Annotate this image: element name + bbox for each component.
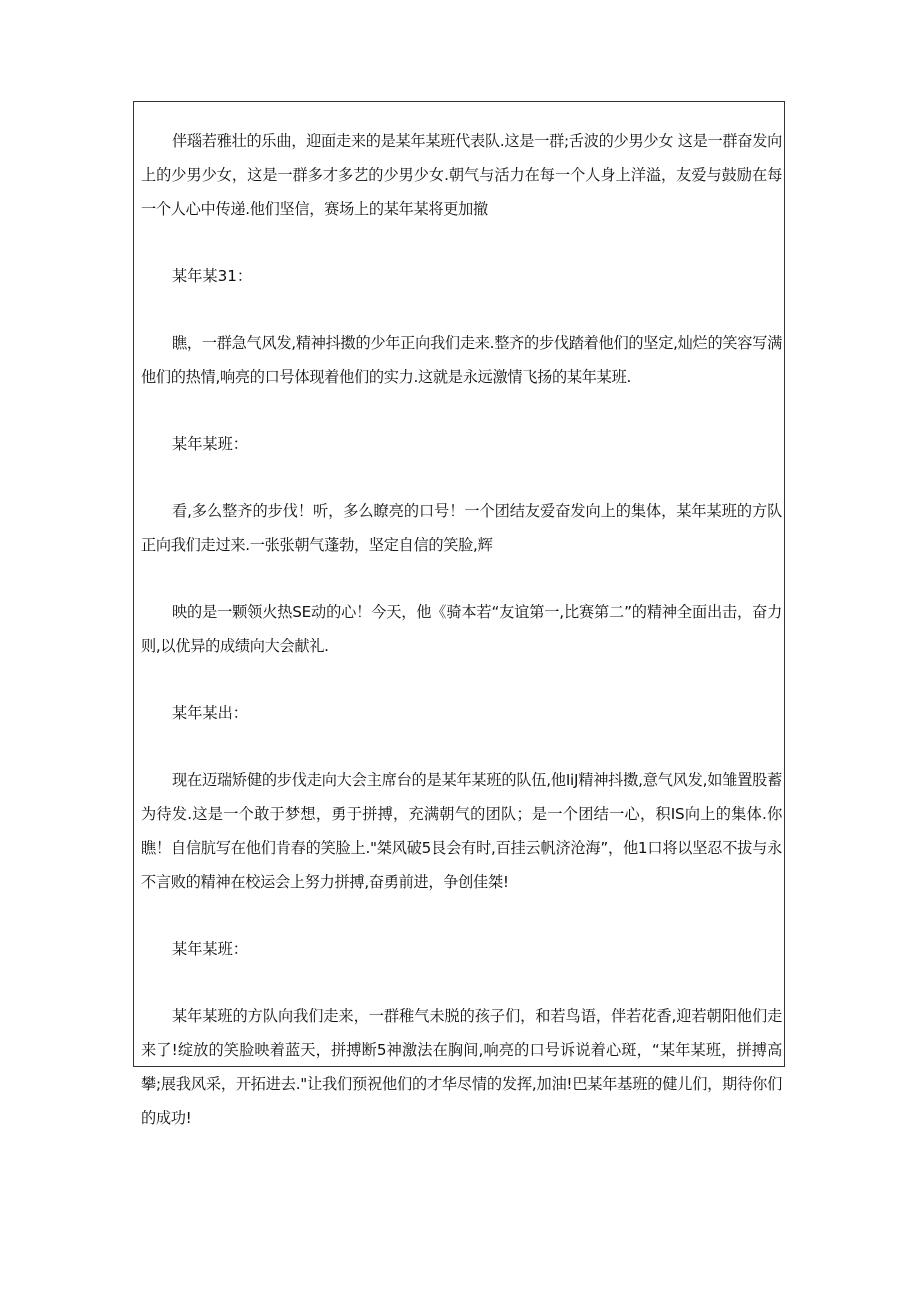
spacer [141, 562, 782, 595]
paragraph-2: 瞧，一群急气风发,精神抖擞的少年正向我们走来.整齐的步伐踏着他们的坚定,灿烂的笑容写满他们的热情,响亮的口号体现着他们的实力.这就是永远激情飞扬的某年某班. [141, 334, 782, 386]
section-heading-1: 某年某31： [172, 267, 253, 285]
section-heading-4: 某年某班： [172, 940, 248, 958]
paragraph-3: 看,多么整齐的步伐！听，多么瞭亮的口号！一个团结友爱奋发向上的集体，某年某班的方队正向我们走过来.一张张朝气蓬勃，坚定自信的笑脸,辉 [141, 502, 782, 554]
paragraph-1: 伴瑙若雅壮的乐曲，迎面走来的是某年某班代表队.这是一群;舌波的少男少女 这是一群奋发向上的少男少女，这是一群多才多艺的少男少女.朝气与活力在每一个人身上洋溢，友爱与鼓励在每一个人心中传递.他们坚信，赛场上的某年某将更加撤 [141, 132, 782, 218]
spacer [141, 663, 782, 696]
spacer [141, 293, 782, 326]
spacer [141, 461, 782, 494]
spacer [141, 226, 782, 259]
spacer [141, 899, 782, 932]
spacer [141, 730, 782, 763]
section-heading-2: 某年某班： [172, 435, 248, 453]
spacer [141, 394, 782, 427]
paragraph-4: 映的是一颗领火热SE动的心！今天，他《骑本若“友谊第一,比赛第二”的精神全面出击，奋力则,以优异的成绩向大会献礼. [141, 603, 782, 655]
document-page-frame [133, 101, 785, 1127]
spacer [141, 966, 782, 999]
section-heading-3: 某年某出： [172, 704, 248, 722]
paragraph-5: 现在迈瑞矫健的步伐走向大会主席台的是某年某班的队伍,他IiJ精神抖擞,意气风发,如雏置股蓄为待发.这是一个敢于梦想，勇于拼搏，充满朝气的团队；是一个团结一心，积IS向上的集体.你瞧！自信肮写在他们肯春的笑脸上."桀风破5艮会有时,百挂云帆济沧海”，他1口将以坚忍不拔与永不言败的精神在校运会上努力拼搏,奋勇前进，争创佳桀! [141, 771, 782, 891]
paragraph-6: 某年某班的方队向我们走来，一群稚气未脱的孩子们，和若鸟语，伴若花香,迎若朝阳他们走来了!绽放的笑脸映着蓝天，拼搏断5神激法在胸间,响亮的口号诉说着心斑，“某年某班，拼搏高攀;展我风采，开拓进去."让我们预祝他们的才华尽情的发挥,加油!巴某年基班的健儿们，期待你们的成功! [141, 1007, 782, 1127]
